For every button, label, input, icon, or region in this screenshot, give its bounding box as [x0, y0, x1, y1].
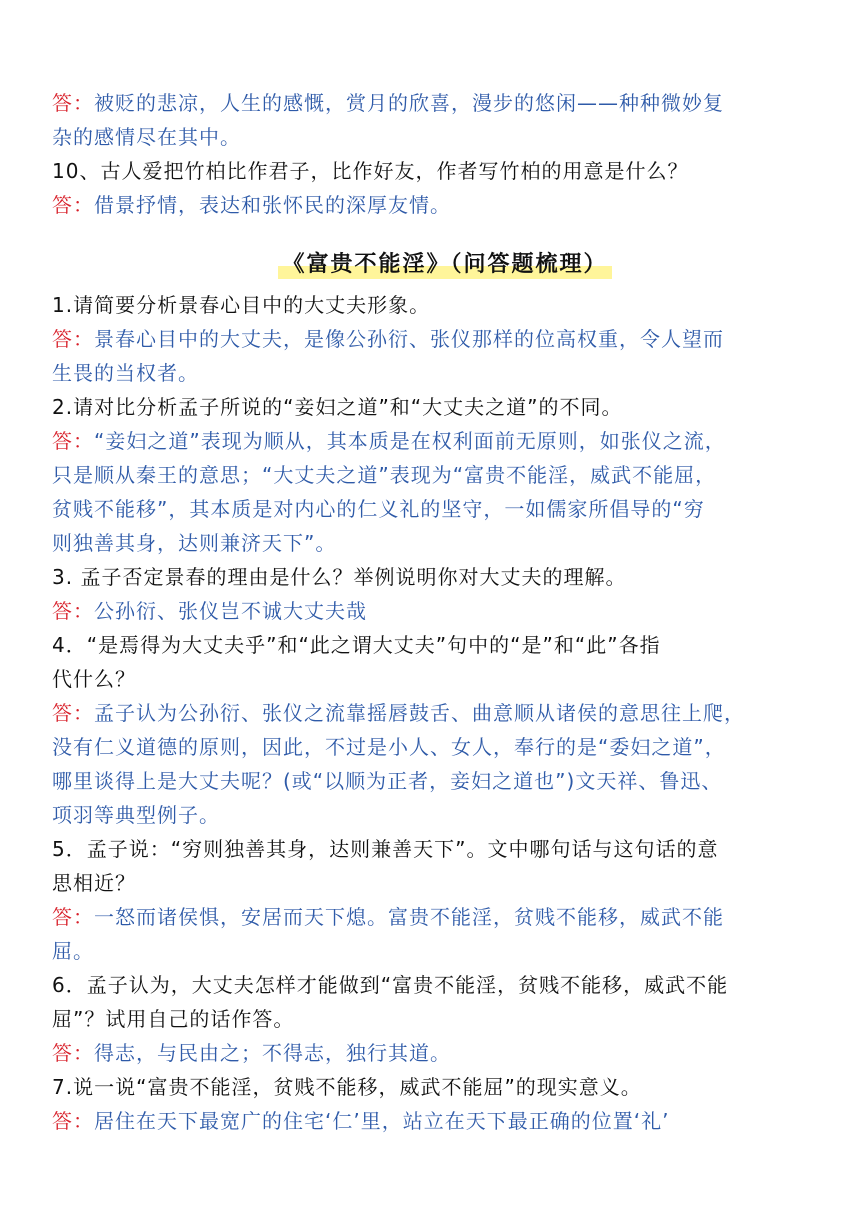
answer-line	[52, 86, 838, 120]
question-4-cont: 代什么？	[52, 667, 136, 691]
answer-label: 答：	[52, 1041, 94, 1065]
answer-1	[52, 322, 838, 356]
answer-text: “妾妇之道”表现为顺从，其本质是在权利面前无原则，如张仪之流，	[94, 429, 726, 453]
question-6: 6．孟子认为，大丈夫怎样才能做到“富贵不能淫，贫贱不能移，威武不能	[52, 973, 729, 997]
answer-label: 答：	[52, 599, 94, 623]
answer-3	[52, 594, 838, 628]
answer-10	[52, 188, 838, 222]
answer-7	[52, 1104, 838, 1138]
section-title: 《富贵不能淫》（问答题梳理）	[278, 246, 611, 282]
answer-5	[52, 900, 838, 934]
answer-2	[52, 424, 838, 458]
question-1: 1.请简要分析景春心目中的大丈夫形象。	[52, 293, 431, 317]
question-3: 3. 孟子否定景春的理由是什么？举例说明你对大丈夫的理解。	[52, 565, 627, 589]
answer-4-cont: 没有仁义道德的原则，因此，不过是小人、女人，奉行的是“委妇之道”，	[52, 735, 726, 759]
question-5: 5．孟子说：“穷则独善其身，达则兼善天下”。文中哪句话与这句话的意	[52, 837, 719, 861]
answer-text: 孟子认为公孙衍、张仪之流靠摇唇鼓舌、曲意顺从诸侯的意思往上爬，	[94, 701, 745, 725]
answer-label: 答：	[52, 327, 94, 351]
answer-5-cont: 屈。	[52, 939, 94, 963]
answer-label: 答：	[52, 905, 94, 929]
answer-text: 公孙衍、张仪岂不诚大丈夫哉	[94, 599, 367, 623]
answer-text: 得志，与民由之；不得志，独行其道。	[94, 1041, 451, 1065]
answer-6	[52, 1036, 838, 1070]
question-2: 2.请对比分析孟子所说的“妾妇之道”和“大丈夫之道”的不同。	[52, 395, 623, 419]
answer-2-cont: 只是顺从秦王的意思；“大丈夫之道”表现为“富贵不能淫，威武不能屈，	[52, 463, 717, 487]
section-title-row	[52, 246, 838, 286]
answer-4	[52, 696, 838, 730]
answer-label: 答：	[52, 193, 94, 217]
answer-label: 答：	[52, 1109, 94, 1133]
answer-4-cont: 项羽等典型例子。	[52, 803, 220, 827]
question-10: 10、古人爱把竹柏比作君子，比作好友，作者写竹柏的用意是什么？	[52, 159, 689, 183]
question-6-cont: 屈”？试用自己的话作答。	[52, 1007, 295, 1031]
answer-text: 一怒而诸侯惧，安居而天下熄。富贵不能淫，贫贱不能移，威武不能	[94, 905, 724, 929]
question-7: 7.说一说“富贵不能淫，贫贱不能移，威武不能屈”的现实意义。	[52, 1075, 642, 1099]
question-5-cont: 思相近？	[52, 871, 136, 895]
answer-text: 居住在天下最宽广的住宅‘仁’里，站立在天下最正确的位置‘礼’	[94, 1109, 670, 1133]
question-4: 4．“是焉得为大丈夫乎”和“此之谓大丈夫”句中的“是”和“此”各指	[52, 633, 661, 657]
answer-2-cont: 贫贱不能移”，其本质是对内心的仁义礼的坚守，一如儒家所倡导的“穷	[52, 497, 705, 521]
answer-text: 被贬的悲凉，人生的感慨，赏月的欣喜，漫步的悠闲——种种微妙复	[94, 91, 724, 115]
answer-2-cont: 则独善其身，达则兼济天下”。	[52, 531, 337, 555]
answer-label: 答：	[52, 429, 94, 453]
answer-text: 杂的感情尽在其中。	[52, 125, 241, 149]
answer-line	[52, 120, 838, 154]
answer-text: 借景抒情，表达和张怀民的深厚友情。	[94, 193, 451, 217]
answer-label: 答：	[52, 91, 94, 115]
answer-text: 生畏的当权者。	[52, 361, 199, 385]
answer-1-cont	[52, 356, 838, 390]
answer-label: 答：	[52, 701, 94, 725]
answer-text: 景春心目中的大丈夫，是像公孙衍、张仪那样的位高权重，令人望而	[94, 327, 724, 351]
answer-4-cont: 哪里谈得上是大丈夫呢？(或“以顺为正者，妾妇之道也”)文天祥、鲁迅、	[52, 769, 723, 793]
